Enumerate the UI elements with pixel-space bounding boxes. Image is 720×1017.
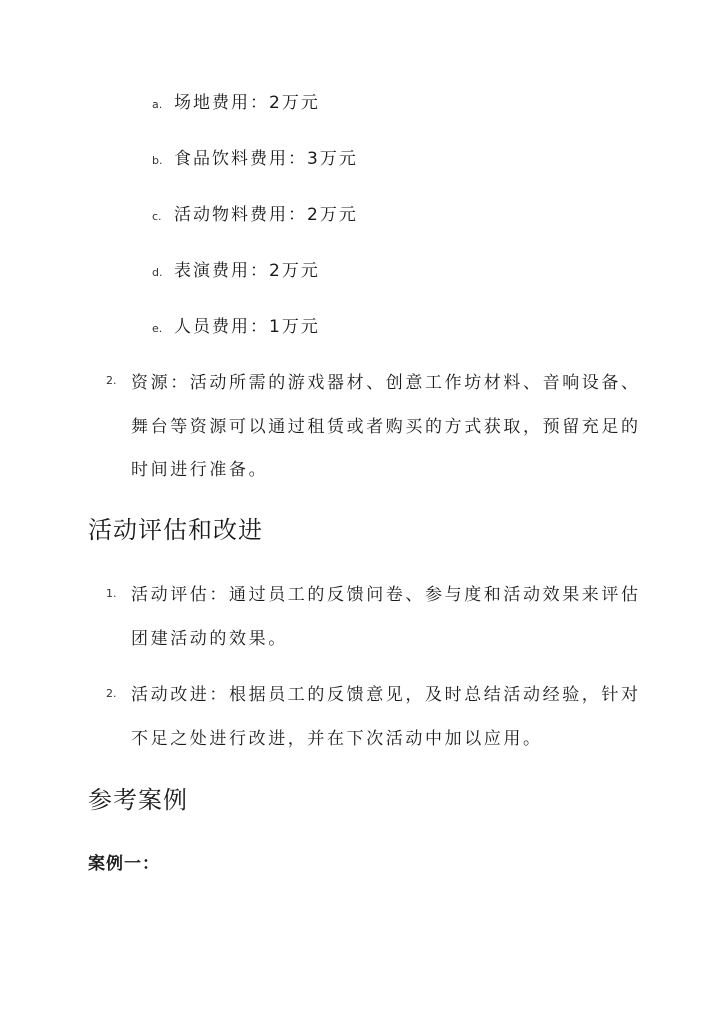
budget-item	[152, 88, 320, 113]
list-marker: c.	[152, 210, 162, 223]
paragraph-line: 不足之处进行改进，并在下次活动中加以应用。	[131, 729, 543, 749]
budget-item	[152, 144, 358, 169]
paragraph-line: 团建活动的效果。	[131, 629, 288, 649]
list-number: 2.	[106, 687, 117, 700]
budget-item-text: 场地费用：2万元	[174, 93, 320, 113]
paragraph-line: 活动改进：根据员工的反馈意见，及时总结活动经验，针对	[131, 685, 641, 705]
budget-item-text: 表演费用：2万元	[174, 261, 320, 281]
paragraph-line: 舞台等资源可以通过租赁或者购买的方式获取，预留充足的	[131, 417, 641, 437]
list-marker: d.	[152, 266, 163, 279]
list-number: 1.	[106, 587, 117, 600]
list-marker: b.	[152, 154, 163, 167]
list-marker: e.	[152, 322, 163, 335]
budget-item	[152, 312, 320, 337]
section-heading: 参考案例	[88, 786, 188, 814]
budget-item-text: 食品饮料费用：3万元	[174, 149, 358, 169]
case-title: 案例一：	[88, 854, 160, 874]
list-marker: a.	[152, 98, 163, 111]
list-number: 2.	[106, 374, 117, 387]
budget-item	[152, 200, 358, 225]
budget-item-text: 人员费用：1万元	[174, 317, 320, 337]
budget-item-text: 活动物料费用：2万元	[174, 205, 358, 225]
paragraph-line: 活动评估：通过员工的反馈问卷、参与度和活动效果来评估	[131, 585, 641, 605]
section-heading: 活动评估和改进	[88, 516, 263, 544]
budget-item	[152, 256, 320, 281]
paragraph-line: 时间进行准备。	[131, 460, 269, 480]
paragraph-line: 资源：活动所需的游戏器材、创意工作坊材料、音响设备、	[131, 373, 641, 393]
